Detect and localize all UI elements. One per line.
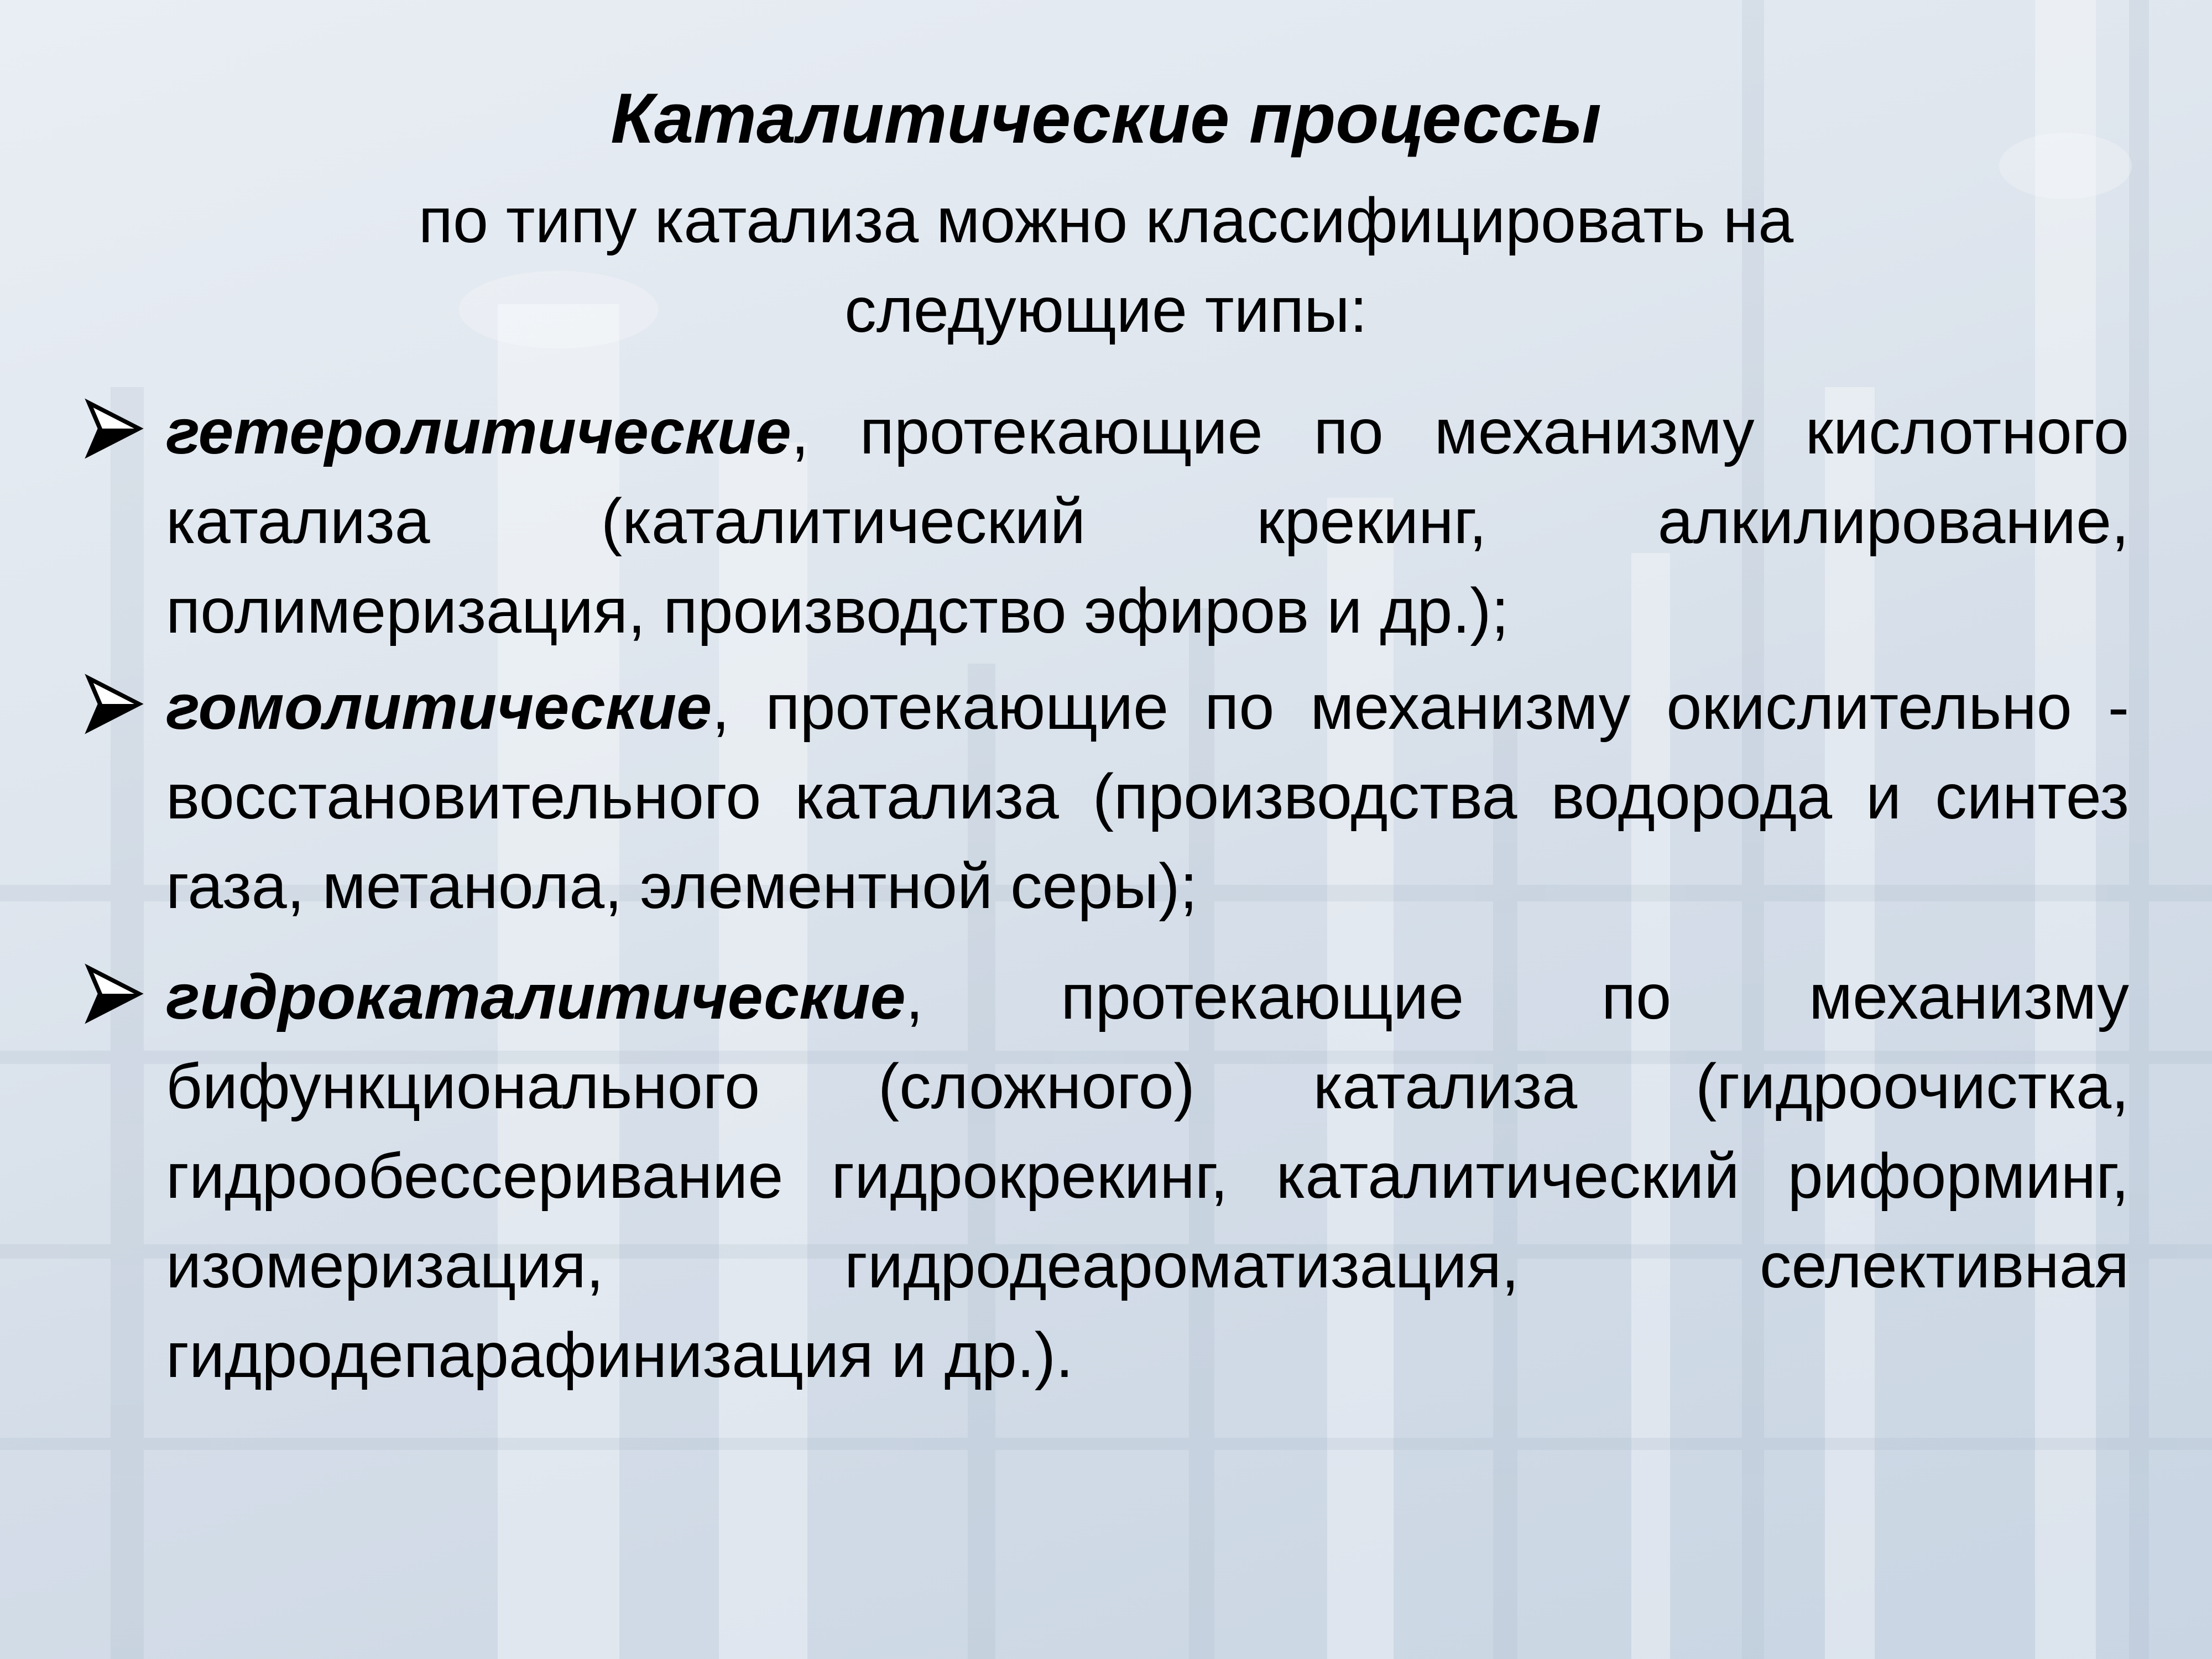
arrow-bullet-icon: [83, 398, 144, 459]
bullet-text: , протекающие по механизму кислотного катализа (каталитический крекинг, алкилирование, полимеризация, производство эфиров и др.);: [166, 397, 2129, 646]
bullet-term: гидрокаталитические: [166, 962, 906, 1032]
arrow-bullet-icon: [83, 674, 144, 734]
bullet-text: , протекающие по механизму окислительно - восстановительного катализа (производства водорода и синтез газа, метанола, элементной серы);: [166, 672, 2129, 922]
bullet-term: гомолитические: [166, 672, 712, 743]
list-item: [83, 952, 2129, 1400]
slide-subtitle: по типу катализа можно классифицировать на следующие типы:: [418, 185, 1794, 346]
bullet-list: [83, 387, 2129, 1407]
arrow-bullet-icon: [83, 963, 144, 1024]
list-item: [83, 662, 2129, 931]
slide-title: Каталитические процессы: [611, 79, 1601, 158]
list-item: [83, 387, 2129, 656]
bullet-term: гетеролитические: [166, 397, 791, 467]
bullet-text: , протекающие по механизму бифункционального (сложного) катализа (гидроочистка, гидрообессеривание гидрокрекинг, каталитический риформинг, изомеризация, гидродеароматизация, селективная гидродепарафинизация и др.).: [166, 962, 2129, 1391]
